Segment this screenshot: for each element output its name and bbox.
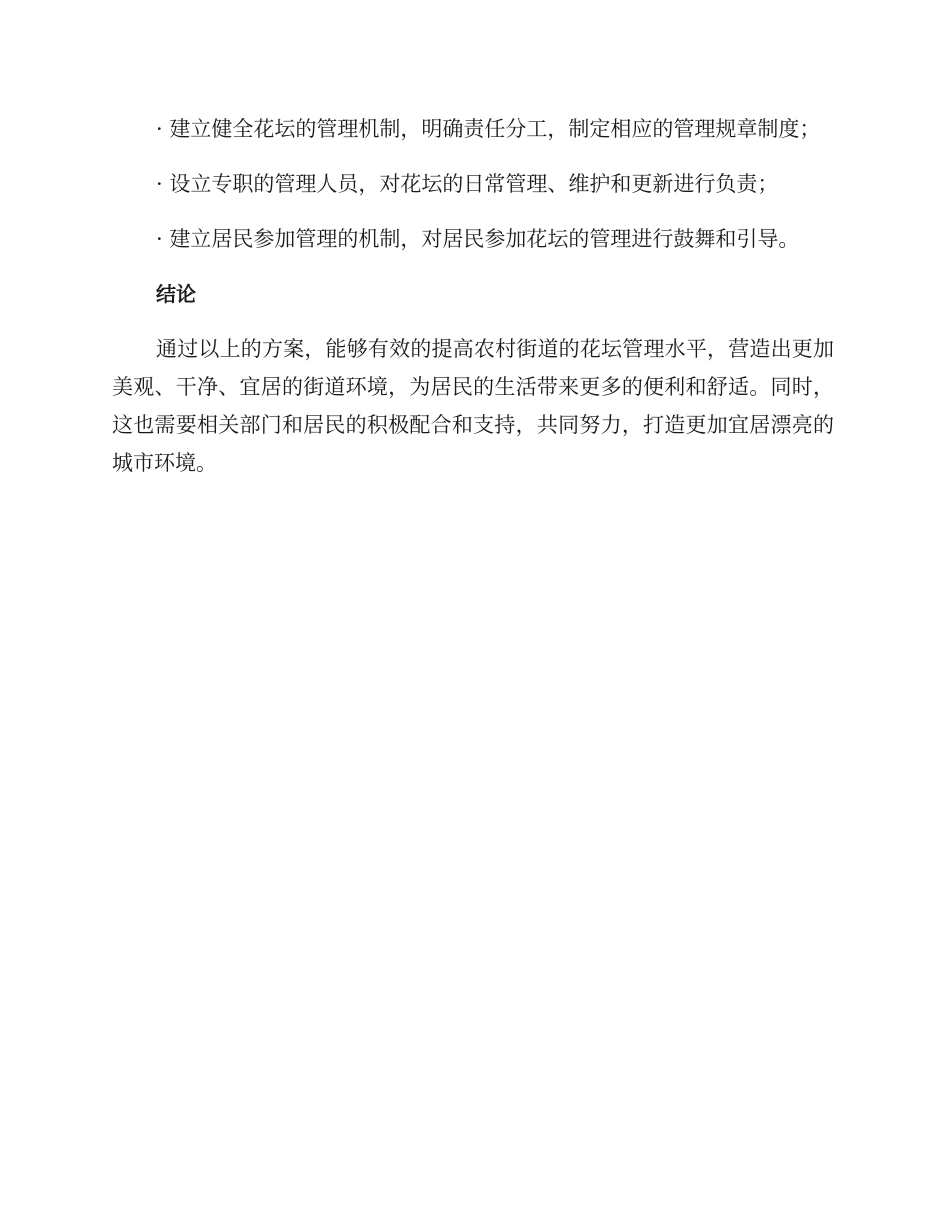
- bullet-management-mechanism: · 建立健全花坛的管理机制，明确责任分工，制定相应的管理规章制度；: [156, 117, 821, 141]
- document-content: [112, 110, 834, 499]
- bullet-resident-participation: · 建立居民参加管理的机制，对居民参加花坛的管理进行鼓舞和引导。: [156, 227, 800, 251]
- conclusion-heading: 结论: [156, 282, 196, 306]
- bullet-dedicated-staff: · 设立专职的管理人员，对花坛的日常管理、维护和更新进行负责；: [156, 172, 779, 196]
- conclusion-paragraph: 通过以上的方案，能够有效的提高农村街道的花坛管理水平，营造出更加美观、干净、宜居的街道环境，为居民的生活带来更多的便利和舒适。同时，这也需要相关部门和居民的积极配合和支持，共同努力，打造更加宜居漂亮的城市环境。: [112, 337, 834, 475]
